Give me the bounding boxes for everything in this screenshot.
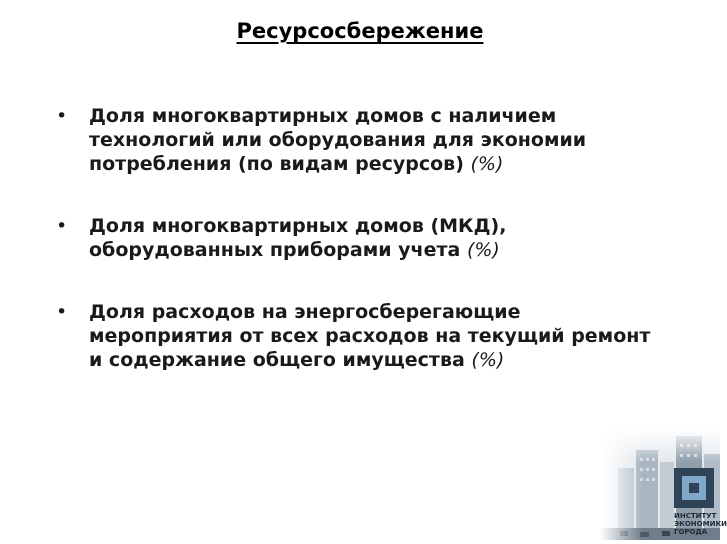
- logo-text-line: ГОРОДА: [674, 528, 708, 536]
- slide-title: [0, 16, 720, 46]
- bullet-text: Доля многоквартирных домов с наличием технологий или оборудования для экономии потребления (по видам ресурсов): [89, 105, 587, 175]
- bullet-list: [56, 104, 656, 372]
- bullet-item: [56, 214, 656, 262]
- bullet-text: Доля многоквартирных домов (МКД), оборудованных приборами учета: [89, 215, 507, 261]
- bullet-marker: •: [56, 301, 68, 323]
- bullet-text: Доля расходов на энергосберегающие мероприятия от всех расходов на текущий ремонт и содержание общего имущества: [89, 301, 651, 371]
- logo-text-line: ИНСТИТУТ: [674, 512, 717, 520]
- logo-text-line: ЭКОНОМИКИ: [674, 520, 727, 528]
- institute-logo: [600, 428, 727, 540]
- bullet-marker: •: [56, 105, 68, 127]
- logo-text: [674, 512, 727, 536]
- bullet-item: [56, 104, 656, 176]
- bullet-unit: (%): [466, 239, 500, 261]
- bullet-item: [56, 300, 656, 372]
- bullet-unit: (%): [470, 153, 504, 175]
- slide-title-text: Ресурсосбережение: [236, 19, 484, 43]
- bullet-marker: •: [56, 215, 68, 237]
- bullet-unit: (%): [471, 349, 505, 371]
